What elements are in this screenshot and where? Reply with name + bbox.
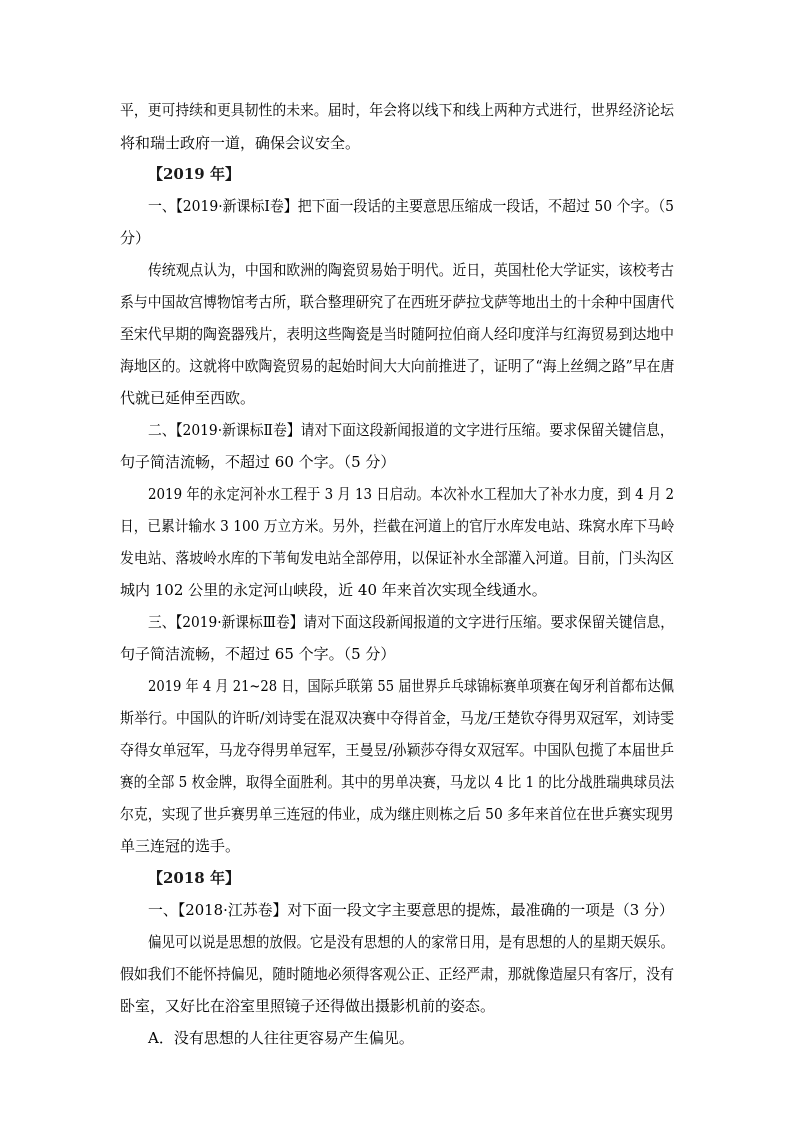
text-line: 发电站、落坡岭水库的下苇甸发电站全部停用，以保证补水全部灌入河道。目前，门头沟区 xyxy=(120,549,675,567)
text-line: 单三连冠的选手。 xyxy=(120,837,241,855)
text-line: 尔克，实现了世乒赛男单三连冠的伟业，成为继庄则栋之后 50 多年来首位在世乒赛实现男 xyxy=(120,805,674,823)
option-a: A．没有思想的人往往更容易产生偏见。 xyxy=(148,1029,414,1047)
section-heading-2019: 【2019 年】 xyxy=(148,165,240,183)
text-line: 平，更可持续和更具韧性的未来。届时，年会将以线下和线上两种方式进行，世界经济论坛 xyxy=(120,101,675,119)
text-line: 系与中国故宫博物馆考古所，联合整理研究了在西班牙萨拉戈萨等地出土的十余种中国唐代 xyxy=(120,293,675,311)
text-line: 卧室，又好比在浴室里照镜子还得做出摄影机前的姿态。 xyxy=(120,997,496,1015)
text-line: 斯举行。中国队的许昕/刘诗雯在混双决赛中夺得首金，马龙/王楚钦夺得男双冠军，刘诗雯 xyxy=(120,709,675,727)
text-line: 代就已延伸至西欧。 xyxy=(120,389,256,407)
text-line: 赛的全部 5 枚金牌，取得全面胜利。其中的男单决赛，马龙以 4 比 1 的比分战胜瑞典球员法 xyxy=(120,773,675,791)
text-line: 将和瑞士政府一道，确保会议安全。 xyxy=(120,134,361,152)
text-line: 假如我们不能怀持偏见，随时随地必须得客观公正、正经严肃，那就像造屋只有客厅，没有 xyxy=(120,965,675,983)
text-line: 传统观点认为，中国和欧洲的陶瓷贸易始于明代。近日，英国杜伦大学证实，该校考古 xyxy=(148,261,675,279)
text-line: 日，已累计输水 3 100 万立方米。另外，拦截在河道上的官厅水库发电站、珠窝水库下马岭 xyxy=(120,517,675,535)
section-heading-2018: 【2018 年】 xyxy=(148,869,240,887)
text-line: 句子简洁流畅，不超过 65 个字。（5 分） xyxy=(120,645,396,663)
question-2-title: 二、【2019·新课标Ⅱ卷】请对下面这段新闻报道的文字进行压缩。要求保留关键信息， xyxy=(148,421,674,439)
question-2018-1-title: 一、【2018·江苏卷】对下面一段文字主要意思的提炼，最准确的一项是（3 分） xyxy=(148,901,674,919)
text-line: 2019 年的永定河补水工程于 3 月 13 日启动。本次补水工程加大了补水力度，到 4 月 2 xyxy=(148,485,675,503)
text-line: 城内 102 公里的永定河山峡段，近 40 年来首次实现全线通水。 xyxy=(120,581,547,599)
text-line: 至宋代早期的陶瓷器残片，表明这些陶瓷是当时随阿拉伯商人经印度洋与红海贸易到达地中 xyxy=(120,325,675,343)
text-line: 海地区的。这就将中欧陶瓷贸易的起始时间大大向前推进了，证明了“海上丝绸之路”早在唐 xyxy=(120,357,675,375)
text-line: 夺得女单冠军，马龙夺得男单冠军，王曼昱/孙颖莎夺得女双冠军。中国队包揽了本届世乒 xyxy=(120,741,675,759)
text-line: 偏见可以说是思想的放假。它是没有思想的人的家常日用，是有思想的人的星期天娱乐。 xyxy=(148,933,675,951)
text-line: 分） xyxy=(120,229,151,247)
text-line: 2019 年 4 月 21~28 日，国际乒联第 55 届世界乒乓球锦标赛单项赛在匈牙利首都布达佩 xyxy=(148,677,674,695)
question-1-title: 一、【2019·新课标Ⅰ卷】把下面一段话的主要意思压缩成一段话，不超过 50 个字。（5 xyxy=(148,197,675,215)
text-line: 句子简洁流畅，不超过 60 个字。（5 分） xyxy=(120,453,396,471)
question-3-title: 三、【2019·新课标Ⅲ卷】请对下面这段新闻报道的文字进行压缩。要求保留关键信息， xyxy=(148,613,674,631)
